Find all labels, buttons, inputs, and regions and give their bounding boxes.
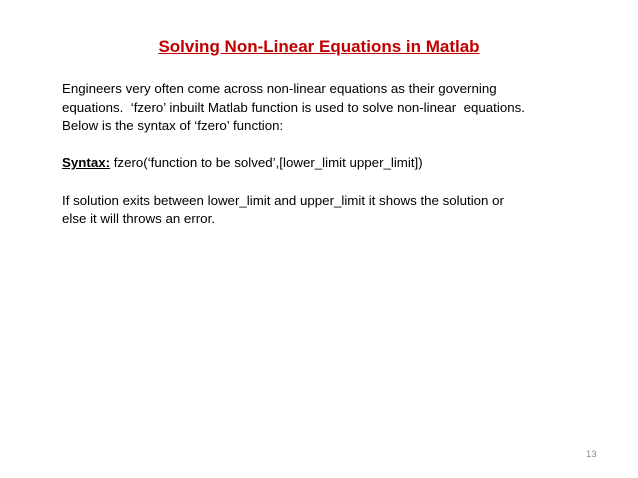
- intro-line-1: Engineers very often come across non-linear equations as their governing: [62, 81, 497, 96]
- intro-line-3: Below is the syntax of ‘fzero’ function:: [62, 118, 284, 134]
- solution-paragraph: [62, 192, 607, 229]
- slide-body: [62, 80, 607, 229]
- intro-line-2: equations. ‘fzero’ inbuilt Matlab function is used to solve non-linear equations.: [62, 99, 525, 115]
- intro-paragraph: [62, 80, 607, 136]
- slide-title: Solving Non-Linear Equations in Matlab: [158, 37, 480, 56]
- solution-line-1: If solution exits between lower_limit and upper_limit it shows the solution or: [62, 192, 504, 208]
- spacer: [62, 173, 607, 192]
- syntax-text: fzero(‘function to be solved’,[lower_limit upper_limit]): [110, 155, 423, 171]
- syntax-label: Syntax:: [62, 155, 111, 171]
- spacer: [62, 136, 607, 155]
- syntax-line: [62, 154, 607, 173]
- page-number: 13: [586, 449, 597, 460]
- solution-line-2: else it will throws an error.: [62, 211, 215, 227]
